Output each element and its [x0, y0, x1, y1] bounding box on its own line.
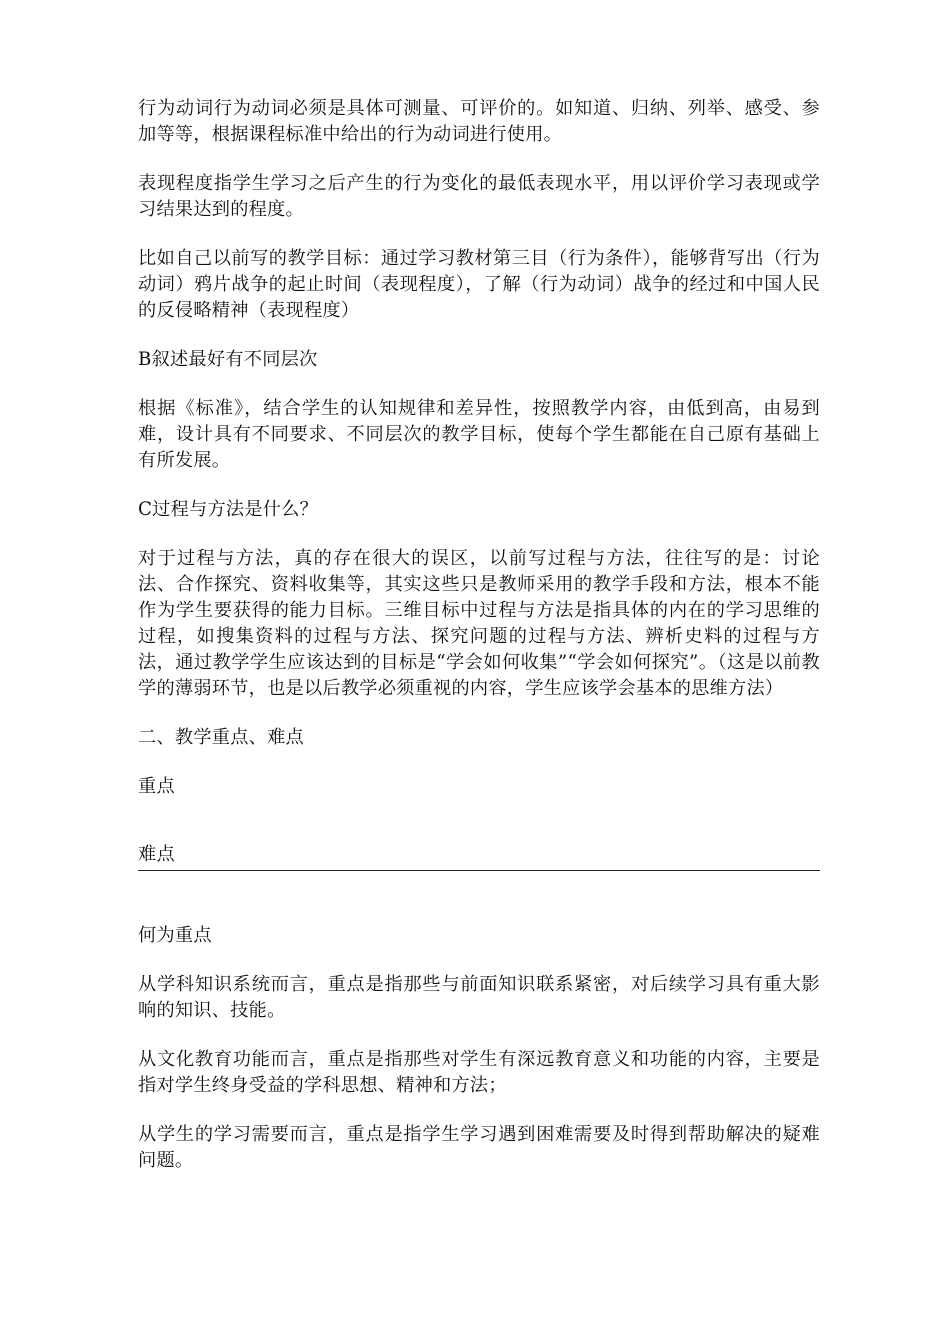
spacer [138, 823, 820, 842]
paragraph-performance-level: 表现程度指学生学习之后产生的行为变化的最低表现水平，用以评价学习表现或学习结果达到的程度。 [138, 173, 820, 220]
heading-c-process-method: C过程与方法是什么？ [138, 499, 319, 520]
document-page [138, 96, 820, 1197]
paragraph-example-objective: 比如自己以前写的教学目标：通过学习教材第三目（行为条件），能够背写出（行为动词）鸦片战争的起止时间（表现程度），了解（行为动词）战争的经过和中国人民的反侵略精神（表现程度） [138, 248, 820, 321]
heading-difficult-points: 难点 [138, 842, 820, 871]
paragraph-education-function: 从文化教育功能而言，重点是指那些对学生有深远教育意义和功能的内容，主要是指对学生终身受益的学科思想、精神和方法； [138, 1049, 820, 1096]
heading-key-points: 重点 [138, 776, 175, 797]
paragraph-learning-needs: 从学生的学习需要而言，重点是指学生学习遇到困难需要及时得到帮助解决的疑难问题。 [138, 1124, 820, 1171]
paragraph-knowledge-system: 从学科知识系统而言，重点是指那些与前面知识联系紧密，对后续学习具有重大影响的知识、技能。 [138, 974, 820, 1021]
paragraph-process-method: 对于过程与方法，真的存在很大的误区，以前写过程与方法，往往写的是：讨论法、合作探究、资料收集等，其实这些只是教师采用的教学手段和方法，根本不能作为学生要获得的能力目标。三维目标中过程与方法是指具体的内在的学习思维的过程，如搜集资料的过程与方法、探究问题的过程与方法、辨析史料的过程与方法，通过教学学生应该达到的目标是“学会如何收集”“学会如何探究”。（这是以前教学的薄弱环节，也是以后教学必须重视的内容，学生应该学会基本的思维方法） [138, 548, 820, 699]
spacer [138, 871, 820, 923]
paragraph-standards-levels: 根据《标准》，结合学生的认知规律和差异性，按照教学内容，由低到高，由易到难，设计具有不同要求、不同层次的教学目标，使每个学生都能在自己原有基础上有所发展。 [138, 398, 820, 471]
heading-section-two: 二、教学重点、难点 [138, 727, 304, 748]
heading-b-levels: B叙述最好有不同层次 [138, 349, 318, 370]
heading-what-is-key: 何为重点 [138, 925, 212, 946]
paragraph-action-verb: 行为动词行为动词必须是具体可测量、可评价的。如知道、归纳、列举、感受、参加等等，根据课程标准中给出的行为动词进行使用。 [138, 98, 820, 145]
